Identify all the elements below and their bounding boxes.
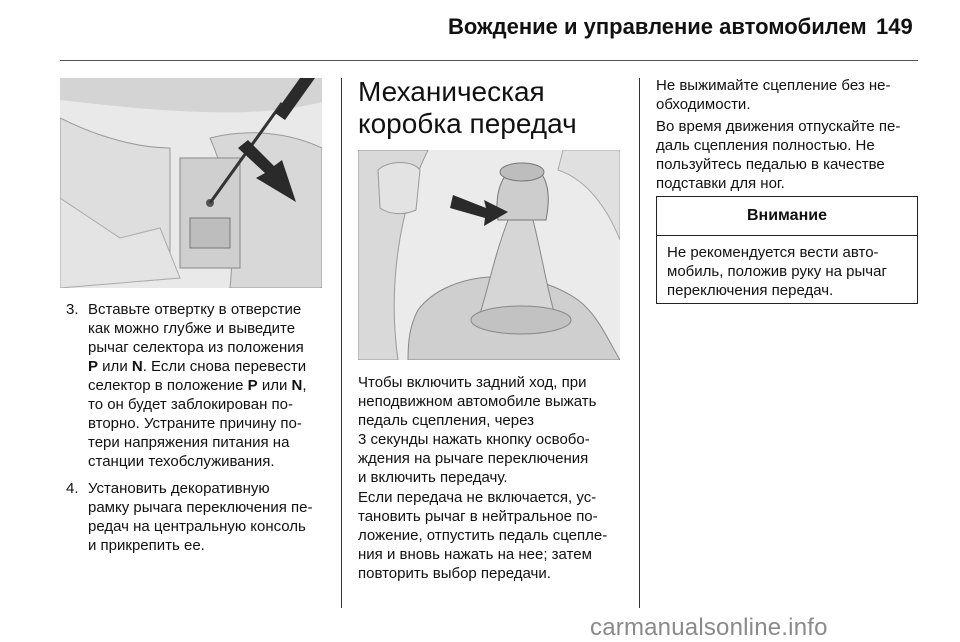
- gear-knob-illustration: [358, 150, 620, 360]
- screwdriver-illustration: [60, 78, 322, 288]
- warning-box: [656, 196, 918, 304]
- header-rule: [60, 60, 918, 61]
- paragraph-line: даль сцепления полностью. Не: [656, 137, 875, 154]
- paragraph-line: Во время движения отпускайте пе-: [656, 118, 901, 135]
- step-number: 3.: [66, 301, 79, 318]
- warning-line: мобиль, положив руку на рычаг: [667, 263, 887, 280]
- paragraph-line: педаль сцепления, через: [358, 412, 534, 429]
- paragraph-line: подставки для ног.: [656, 175, 785, 192]
- step-text-fragment: или: [257, 377, 292, 394]
- section-heading-line: коробка передач: [358, 108, 577, 139]
- paragraph-line: ждения на рычаге переключения: [358, 450, 589, 467]
- clutch-release-paragraph: [656, 117, 922, 193]
- gear-position-label: N: [291, 377, 303, 394]
- gear-position-label: N: [131, 358, 143, 375]
- page-number: 149: [876, 14, 913, 39]
- step-text-fragment: селектор в положение: [88, 377, 248, 394]
- step-text-fragment: ,: [302, 377, 307, 394]
- paragraph-line: Чтобы включить задний ход, при: [358, 374, 587, 391]
- column-divider-left: [341, 78, 342, 608]
- warning-title: Внимание: [657, 197, 917, 236]
- step-text-line: как можно глубже и выведите: [88, 320, 296, 337]
- step-4: [60, 479, 330, 555]
- warning-line: Не рекомендуется вести авто-: [667, 244, 879, 261]
- paragraph-line: Не выжимайте сцепление без не-: [656, 77, 891, 94]
- gear-position-label: P: [88, 358, 99, 375]
- clutch-advice-paragraph: [656, 76, 922, 114]
- step-3: [60, 300, 330, 471]
- step-number: 4.: [66, 480, 79, 497]
- gear-not-engaged-paragraph: [358, 488, 624, 583]
- paragraph-line: ложение, отпустить педаль сцепле-: [358, 527, 608, 544]
- paragraph-line: 3 секунды нажать кнопку освобо-: [358, 431, 590, 448]
- paragraph-line: и включить передачу.: [358, 469, 508, 486]
- instruction-steps: [60, 300, 330, 563]
- paragraph-line: Если передача не включается, ус-: [358, 489, 597, 506]
- step-text-line: редач на центральную консоль: [88, 518, 306, 535]
- step-text-line: рычаг селектора из положения: [88, 339, 304, 356]
- step-text-line: Установить декоративную: [88, 480, 270, 497]
- warning-body: [657, 236, 917, 307]
- step-text-line: вторно. Устраните причину по-: [88, 415, 302, 432]
- warning-line: переключения передач.: [667, 282, 834, 299]
- step-text-line: тери напряжения питания на: [88, 434, 290, 451]
- reverse-gear-paragraph: [358, 373, 624, 487]
- paragraph-line: пользуйтесь педалью в качестве: [656, 156, 885, 173]
- section-heading-line: Механическая: [358, 76, 545, 107]
- gear-position-label: P: [247, 377, 258, 394]
- column-divider-right: [639, 78, 640, 608]
- page-header-title: Вождение и управление автомобилем: [448, 14, 867, 39]
- section-heading: [358, 76, 628, 140]
- paragraph-line: ния и вновь нажать на нее; затем: [358, 546, 592, 563]
- step-text-fragment: . Если снова перевести: [142, 358, 307, 375]
- step-text-fragment: или: [98, 358, 132, 375]
- step-text-line: станции техобслуживания.: [88, 453, 275, 470]
- paragraph-line: повторить выбор передачи.: [358, 565, 551, 582]
- step-text-line: Вставьте отвертку в отверстие: [88, 301, 302, 318]
- step-text-line: рамку рычага переключения пе-: [88, 499, 313, 516]
- watermark: carmanualsonline.info: [590, 614, 828, 641]
- paragraph-line: неподвижном автомобиле выжать: [358, 393, 597, 410]
- step-text-line: то он будет заблокирован по-: [88, 396, 293, 413]
- paragraph-line: обходимости.: [656, 96, 751, 113]
- paragraph-line: тановить рычаг в нейтральное по-: [358, 508, 598, 525]
- step-text-line: и прикрепить ее.: [88, 537, 205, 554]
